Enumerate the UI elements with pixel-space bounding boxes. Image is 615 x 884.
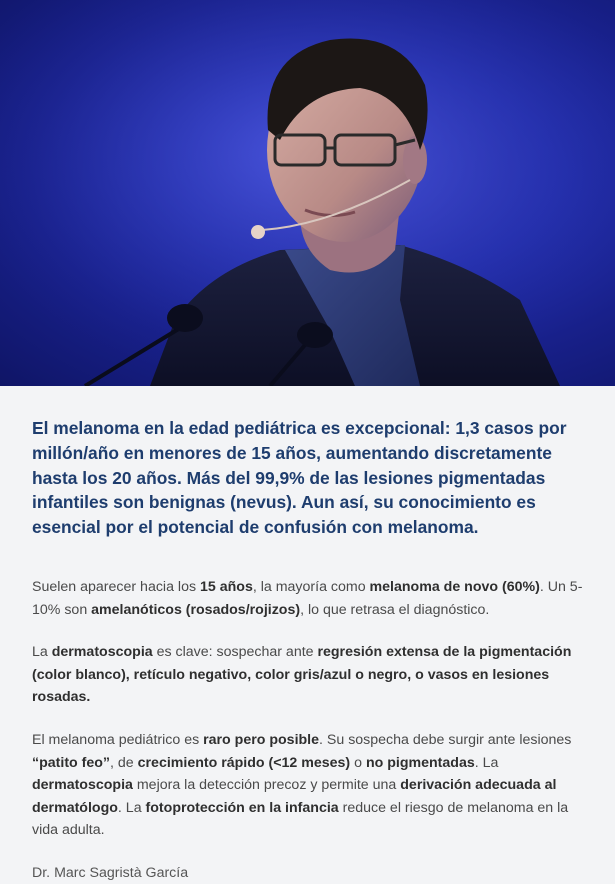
article-body: [0, 386, 615, 884]
body-text: reduce el riesgo de melanoma en la vida adulta.: [32, 799, 569, 839]
emphasis-text: “patito feo”: [32, 754, 111, 771]
body-text: Suelen aparecer hacia los: [32, 578, 200, 595]
body-text: . La: [117, 799, 146, 816]
speaker-illustration: [0, 0, 615, 386]
body-text: . Un 5-10% son: [32, 578, 583, 618]
body-text: , la mayoría como: [252, 578, 370, 595]
body-text: o: [350, 754, 366, 771]
body-text: , de: [110, 754, 138, 771]
body-text: . La: [474, 754, 499, 771]
author-signature: Dr. Marc Sagristà García: [32, 864, 189, 881]
body-text: El melanoma pediátrico es: [32, 731, 204, 748]
emphasis-text: dermatoscopia: [32, 777, 133, 794]
paragraph-2: [32, 641, 583, 709]
emphasis-text: regresión extensa de la pigmentación (color blanco), retículo negativo, color gris/azul o negro, o vasos en lesiones rosadas.: [32, 644, 572, 706]
body-text: mejora la detección precoz y permite una: [132, 777, 401, 794]
body-text: es clave: sospechar ante: [152, 644, 318, 661]
emphasis-text: crecimiento rápido (<12 meses): [137, 754, 351, 771]
intro-summary: El melanoma en la edad pediátrica es excepcional: 1,3 casos por millón/año en menores de 15 años, aumentando discretamente hasta los 20 años. Más del 99,9% de las lesiones pigmentadas infantiles son benignas (nevus). Aun así, su conocimiento es esencial por el potencial de confusión con melanoma.: [32, 418, 567, 538]
emphasis-text: derivación adecuada al dermatólogo: [32, 777, 557, 816]
emphasis-text: 15 años: [200, 578, 253, 595]
body-text: La: [32, 644, 52, 661]
article-paragraphs: [32, 576, 583, 842]
emphasis-text: no pigmentadas: [365, 754, 475, 771]
emphasis-text: raro pero posible: [203, 731, 320, 748]
paragraph-1: [32, 576, 583, 621]
emphasis-text: amelanóticos (rosados/rojizos): [91, 601, 301, 618]
body-text: , lo que retrasa el diagnóstico.: [300, 601, 490, 618]
emphasis-text: dermatoscopia: [51, 644, 153, 661]
paragraph-3: [32, 729, 583, 842]
speaker-photo: [0, 0, 615, 386]
body-text: . Su sospecha debe surgir ante lesiones: [319, 731, 572, 748]
emphasis-text: fotoprotección en la infancia: [145, 799, 339, 816]
emphasis-text: melanoma de novo (60%): [369, 578, 540, 595]
